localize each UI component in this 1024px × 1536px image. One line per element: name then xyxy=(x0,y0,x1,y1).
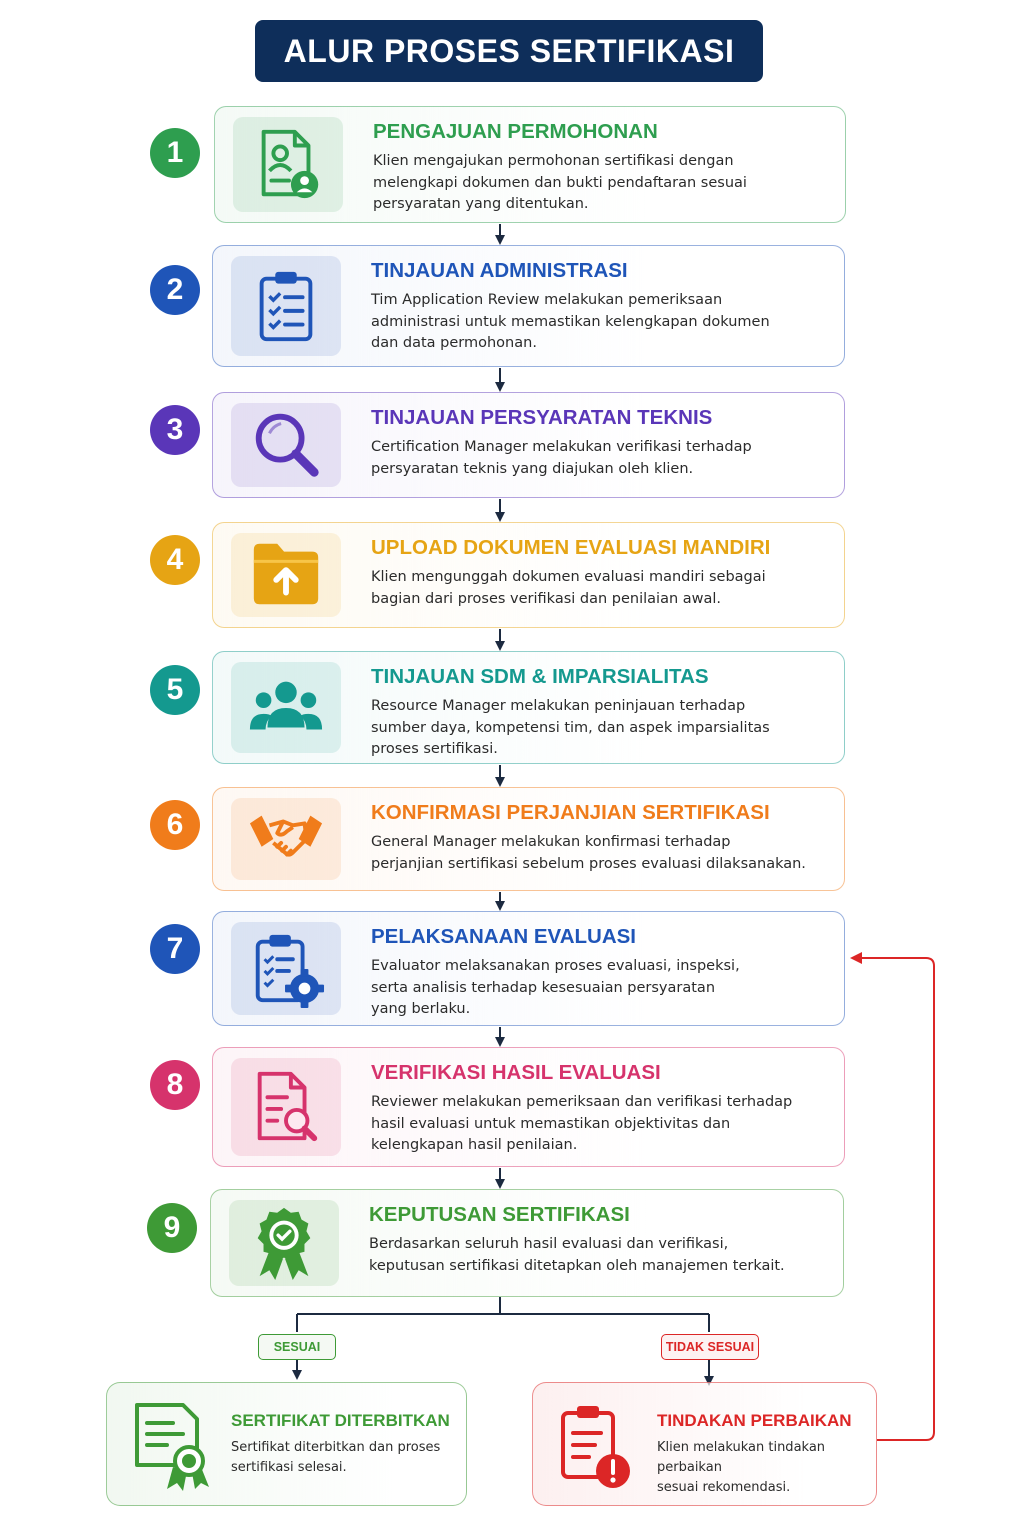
step-number-badge: 2 xyxy=(150,265,200,315)
step-description: Certification Manager melakukan verifikasi terhadap persyaratan teknis yang diajukan oleh klien. xyxy=(371,439,752,477)
step-card xyxy=(210,1189,844,1297)
step-icon-tile xyxy=(231,922,341,1015)
step-description: General Manager melakukan konfirmasi terhadap perjanjian sertifikasi sebelum proses evaluasi dilaksanakan. xyxy=(371,834,806,872)
step-icon-tile xyxy=(233,117,343,212)
step-title: KONFIRMASI PERJANJIAN SERTIFIKASI xyxy=(371,801,770,824)
step-description: Tim Application Review melakukan pemeriksaan administrasi untuk memastikan kelengkapan dokumen dan data permohonan. xyxy=(371,292,770,351)
user-document-icon xyxy=(249,126,327,204)
folder-upload-icon xyxy=(247,536,325,614)
outcome-title: TINDAKAN PERBAIKAN xyxy=(657,1411,852,1430)
document-search-icon xyxy=(247,1068,325,1146)
step-title: UPLOAD DOKUMEN EVALUASI MANDIRI xyxy=(371,536,771,559)
step-number-badge: 9 xyxy=(147,1203,197,1253)
step-icon-tile xyxy=(231,256,341,356)
award-badge-icon xyxy=(245,1204,323,1282)
step-title: PENGAJUAN PERMOHONAN xyxy=(373,120,658,143)
step-card xyxy=(212,245,845,367)
outcome-sertifikat-diterbitkan xyxy=(106,1382,467,1506)
clipboard-alert-icon xyxy=(555,1401,637,1493)
step-title: KEPUTUSAN SERTIFIKASI xyxy=(369,1203,630,1226)
step-title: TINJAUAN ADMINISTRASI xyxy=(371,259,628,282)
step-card xyxy=(212,392,845,498)
page-title: ALUR PROSES SERTIFIKASI xyxy=(283,32,735,69)
step-icon-tile xyxy=(229,1200,339,1286)
branch-line xyxy=(297,1297,709,1332)
step-card xyxy=(212,522,845,628)
step-card xyxy=(212,1047,845,1167)
step-icon-tile xyxy=(231,798,341,880)
step-title: TINJAUAN PERSYARATAN TEKNIS xyxy=(371,406,713,429)
step-number-badge: 6 xyxy=(150,800,200,850)
step-description: Evaluator melaksanakan proses evaluasi, inspeksi, serta analisis terhadap kesesuaian persyaratan yang berlaku. xyxy=(371,958,740,1017)
team-icon xyxy=(247,669,325,747)
step-icon-tile xyxy=(231,662,341,753)
clipboard-gear-icon xyxy=(247,930,325,1008)
step-number-badge: 4 xyxy=(150,535,200,585)
step-icon-tile xyxy=(231,533,341,617)
clipboard-checklist-icon xyxy=(247,267,325,345)
tidak-sesuai-tag: TIDAK SESUAI xyxy=(661,1334,759,1360)
outcome-tindakan-perbaikan xyxy=(532,1382,877,1506)
step-number-badge: 5 xyxy=(150,665,200,715)
step-title: VERIFIKASI HASIL EVALUASI xyxy=(371,1061,661,1084)
step-icon-tile xyxy=(231,1058,341,1156)
outcome-title: SERTIFIKAT DITERBITKAN xyxy=(231,1411,450,1430)
loop-back-arrow xyxy=(852,958,934,1440)
step-card xyxy=(212,911,845,1026)
page-title-banner xyxy=(255,20,763,82)
step-title: PELAKSANAAN EVALUASI xyxy=(371,925,636,948)
step-description: Resource Manager melakukan peninjauan terhadap sumber daya, kompetensi tim, dan aspek imparsialitas proses sertifikasi. xyxy=(371,698,770,757)
step-description: Reviewer melakukan pemeriksaan dan verifikasi terhadap hasil evaluasi untuk memastikan objektivitas dan kelengkapan hasil penilaian. xyxy=(371,1094,793,1153)
step-number-badge: 7 xyxy=(150,924,200,974)
step-number-badge: 8 xyxy=(150,1060,200,1110)
step-card xyxy=(212,651,845,764)
magnifier-icon xyxy=(247,406,325,484)
step-description: Klien mengunggah dokumen evaluasi mandiri sebagai bagian dari proses verifikasi dan penilaian awal. xyxy=(371,569,766,607)
step-icon-tile xyxy=(231,403,341,487)
step-number-badge: 3 xyxy=(150,405,200,455)
step-title: TINJAUAN SDM & IMPARSIALITAS xyxy=(371,665,709,688)
outcome-description: Klien melakukan tindakan perbaikan sesuai rekomendasi. xyxy=(657,1440,826,1495)
step-number-badge: 1 xyxy=(150,128,200,178)
step-description: Berdasarkan seluruh hasil evaluasi dan verifikasi, keputusan sertifikasi ditetapkan oleh manajemen terkait. xyxy=(369,1236,785,1274)
certificate-icon xyxy=(129,1401,211,1493)
step-description: Klien mengajukan permohonan sertifikasi dengan melengkapi dokumen dan bukti pendaftaran sesuai persyaratan yang ditentukan. xyxy=(373,153,747,212)
handshake-icon xyxy=(247,800,325,878)
sesuai-tag: SESUAI xyxy=(258,1334,336,1360)
outcome-description: Sertifikat diterbitkan dan proses sertifikasi selesai. xyxy=(231,1440,441,1475)
step-card xyxy=(214,106,846,223)
step-card xyxy=(212,787,845,891)
